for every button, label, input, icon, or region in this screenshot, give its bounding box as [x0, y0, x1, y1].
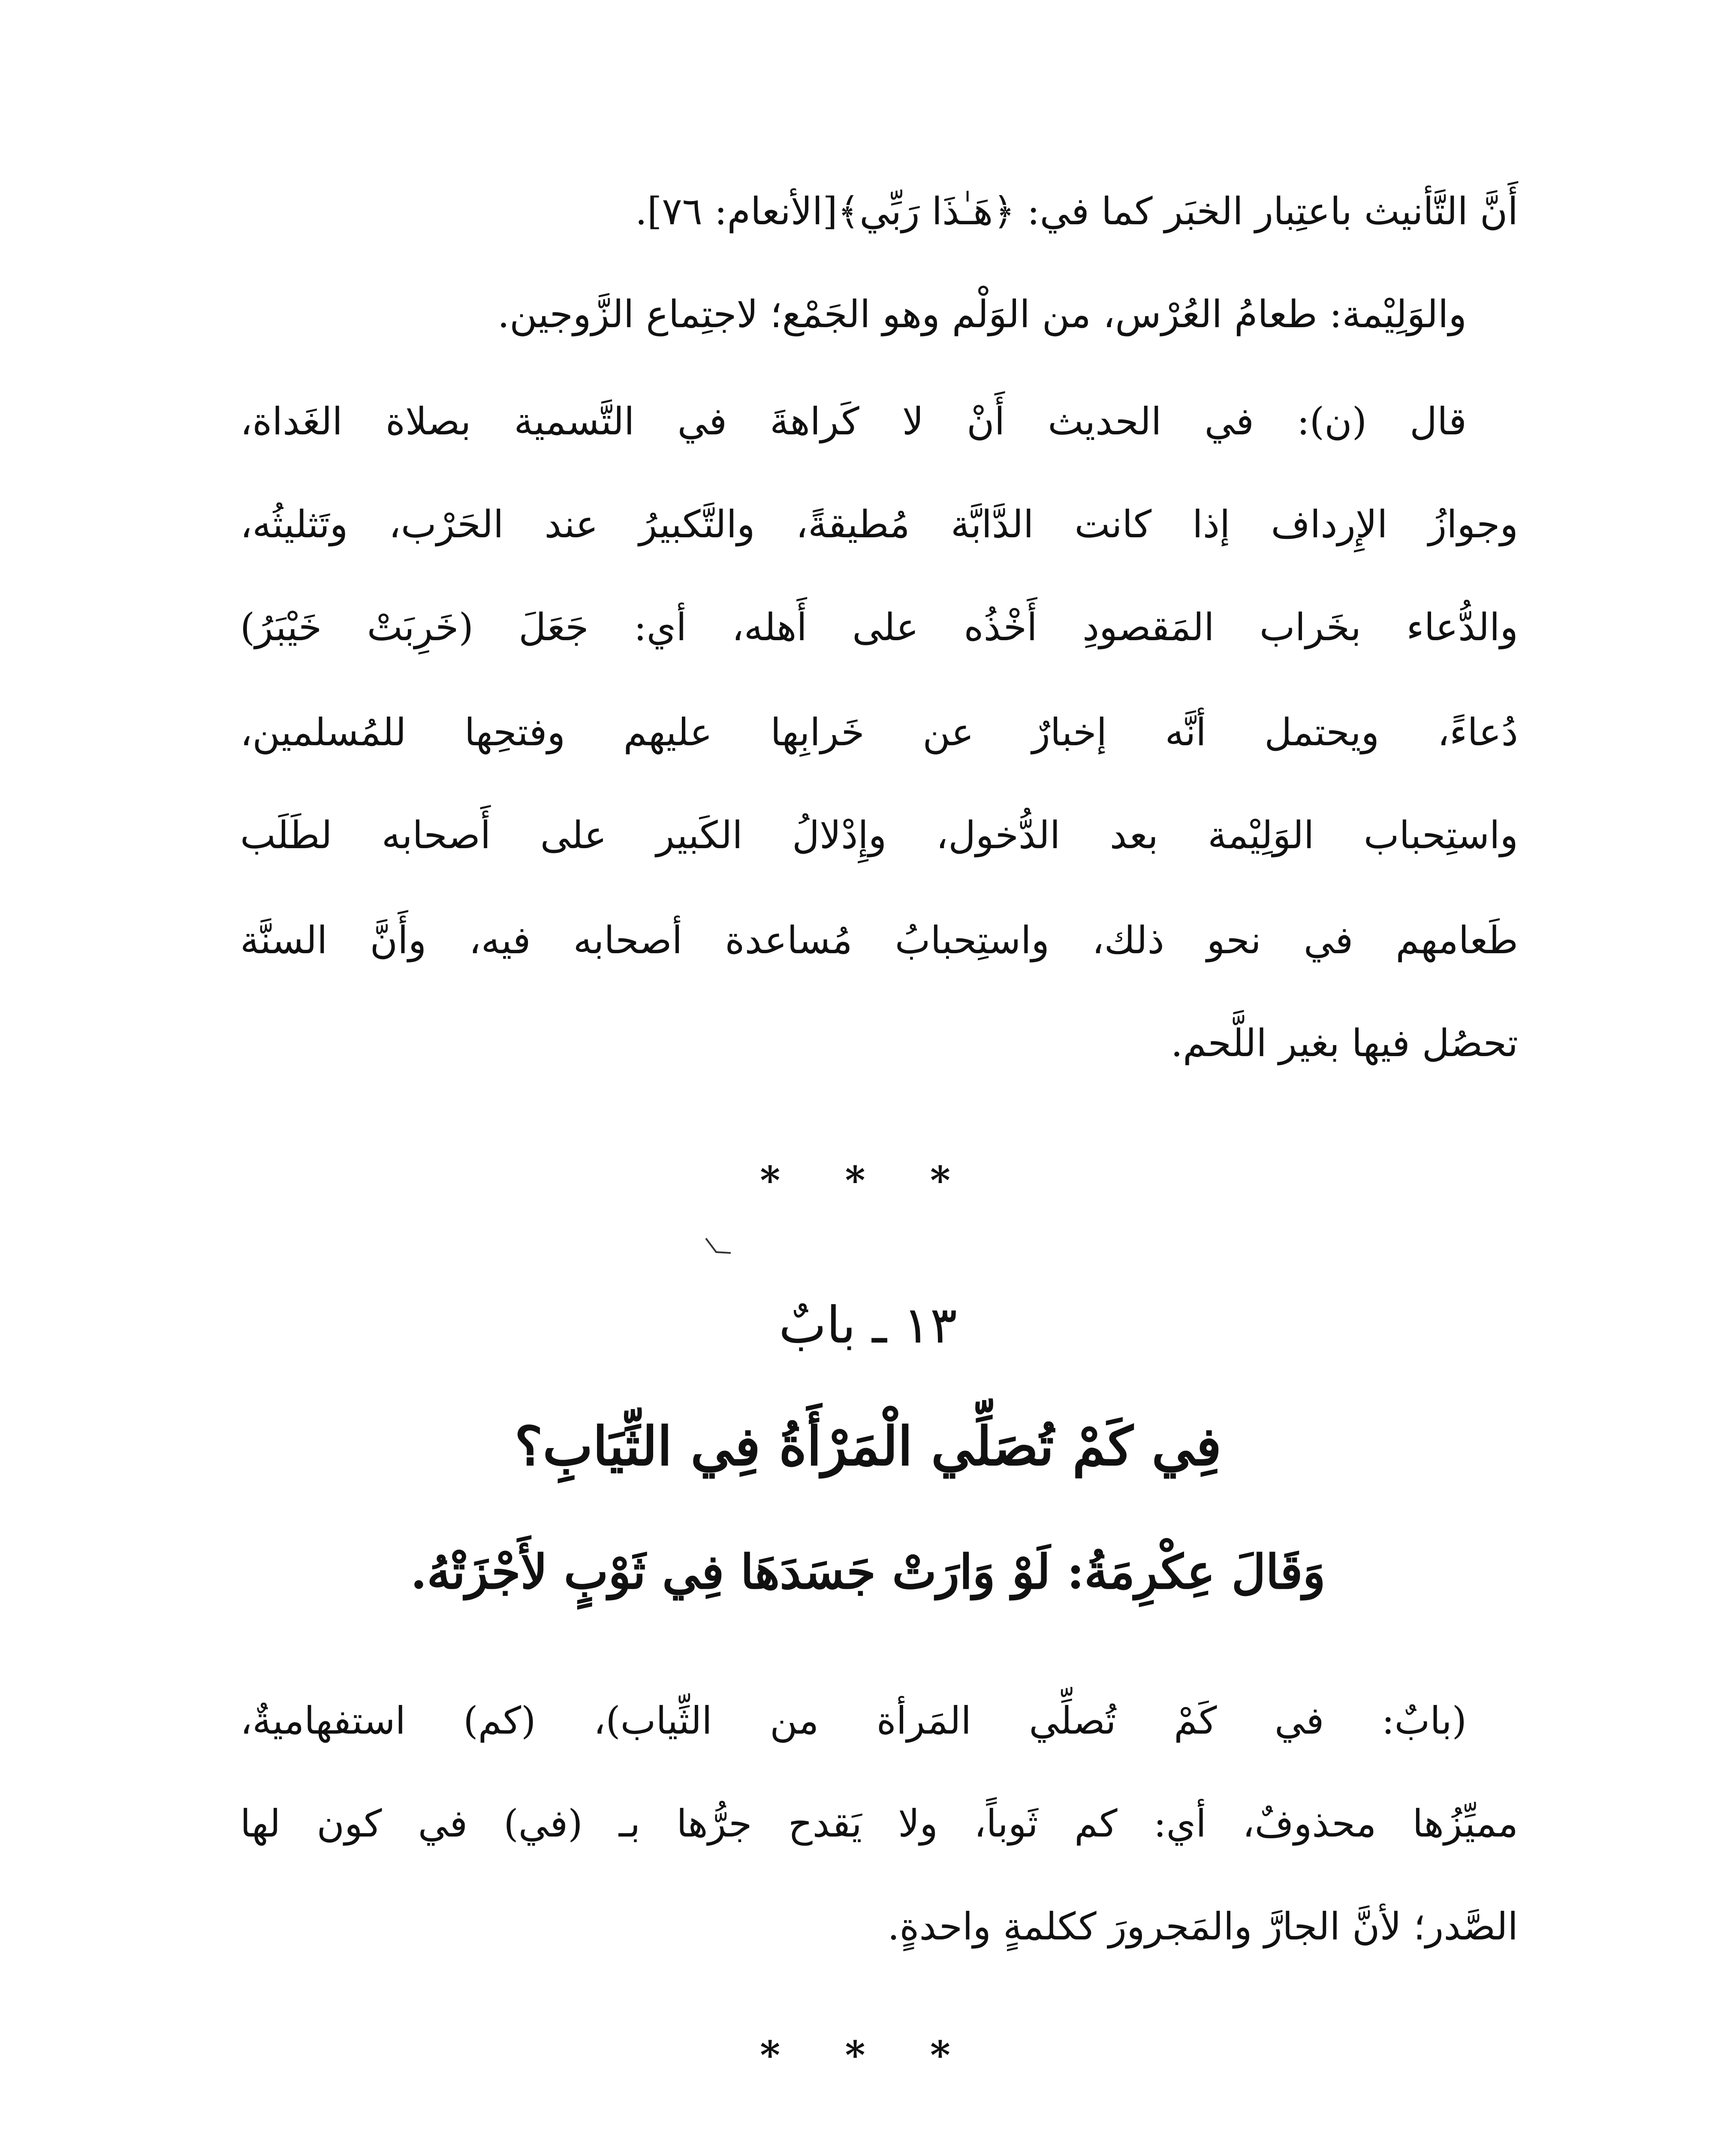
commentary-line-2: والوَلِيْمة: طعامُ العُرْس، من الوَلْم وهو الجَمْع؛ لاجتِماع الزَّوجين. — [497, 292, 1467, 336]
commentary-line-1: أَنَّ التَّأنيث باعتِبار الخبَر كما في: ﴿هَـٰذَا رَبِّي﴾[الأنعام: ٧٦]. — [635, 189, 1518, 233]
commentary-line-6: دُعاءً، ويحتمل أنَّه إخبارٌ عن خَرابِها عليهم وفتحِها للمُسلمين، — [240, 710, 1518, 754]
section-divider-top: * * * — [760, 1158, 976, 1203]
commentary-line-7: واستِحباب الوَلِيْمة بعد الدُّخول، وإِدْلالُ الكَبير على أَصحابه لطَلَب — [240, 813, 1518, 857]
commentary-line-3: قال (ن): في الحديث أَنْ لا كَراهةَ في التَّسمية بصلاة الغَداة، — [240, 399, 1467, 443]
commentary-line-8: طَعامهم في نحو ذلك، واستِحبابُ مُساعدة أصحابه فيه، وأَنَّ السنَّة — [240, 918, 1518, 962]
explanation-line-2: مميِّزُها محذوفٌ، أي: كم ثَوباً، ولا يَقدح جرُّها بـ (في) في كون لها — [240, 1801, 1518, 1846]
chapter-quote: وَقَالَ عِكْرِمَةُ: لَوْ وَارَتْ جَسَدَهَا فِي ثَوْبٍ لأَجْزَتْهُ. — [410, 1544, 1326, 1599]
explanation-line-3: الصَّدر؛ لأنَّ الجارَّ والمَجرورَ ككلمةٍ واحدةٍ. — [887, 1904, 1518, 1948]
chapter-number: ١٣ ـ بابٌ — [778, 1295, 958, 1355]
commentary-line-4: وجوازُ الإِرداف إذا كانت الدَّابَّة مُطيقةً، والتَّكبيرُ عند الحَرْب، وتَثليثُه، — [240, 502, 1518, 546]
commentary-line-5: والدُّعاء بخَراب المَقصودِ أَخْذُه على أَهله، أي: جَعَلَ (خَرِبَتْ خَيْبَرُ) — [240, 605, 1518, 649]
section-divider-bottom: * * * — [760, 2033, 976, 2078]
scan-mark-icon — [703, 1235, 733, 1256]
explanation-line-1: (بابٌ: في كَمْ تُصلِّي المَرأة من الثِّياب)، (كم) استفهاميةٌ، — [240, 1698, 1467, 1743]
commentary-line-9: تحصُل فيها بغير اللَّحم. — [1171, 1021, 1518, 1065]
chapter-title: فِي كَمْ تُصَلِّي الْمَرْأَةُ فِي الثِّيَابِ؟ — [514, 1415, 1222, 1478]
